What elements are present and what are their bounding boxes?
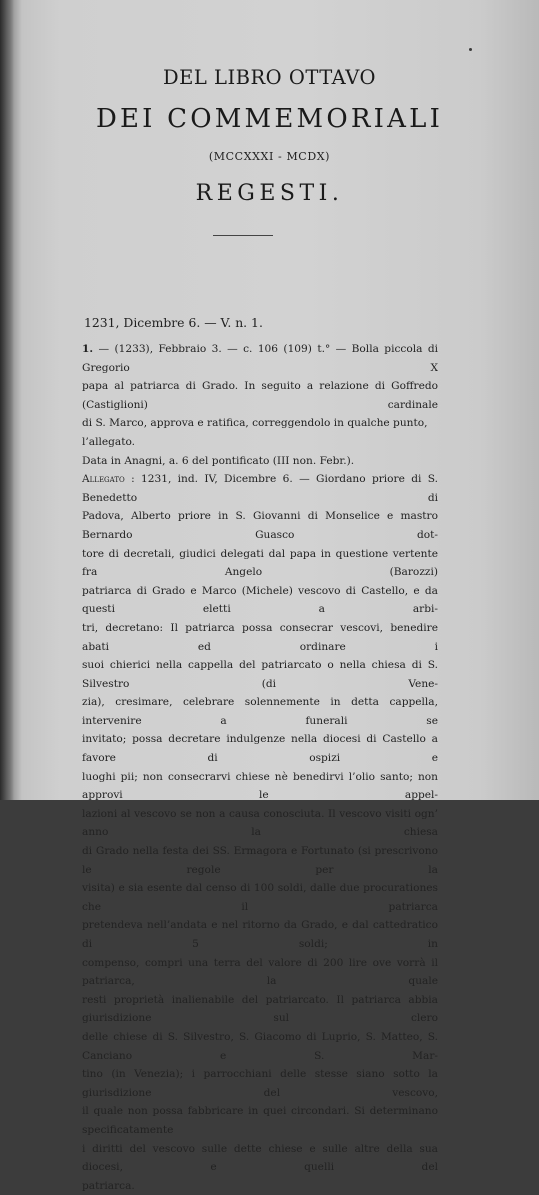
entry-line-1 — [82, 340, 438, 377]
entry-line: resti proprietà inalienabile del patriarcato. Il patriarca abbia giurisdizione sul clero — [82, 993, 438, 1025]
title-line-1: DEL LIBRO OTTAVO — [163, 66, 376, 89]
entry-line: patriarca. — [82, 1179, 135, 1192]
entry-line: luoghi pii; non consecrarvi chiese nè benedirvi l’olio santo; non approvi le appel- — [82, 770, 438, 802]
entry-number: 1. — [82, 343, 94, 355]
entry-line: Padova, Alberto priore in S. Giovanni di Monselice e mastro Bernardo Guasco dot- — [82, 510, 438, 541]
entry-line: compenso, compri una terra del valore di 200 lire ove vorrà il patriarca, la quale — [82, 956, 438, 988]
entry-line: papa al patriarca di Grado. In seguito a relazione di Goffredo (Castiglioni) cardinale — [82, 380, 438, 411]
entry-line: di Grado nella festa dei SS. Ermagora e Fortunato (si prescrivono le regole per la — [82, 845, 438, 876]
entry-line: suoi chierici nella cappella del patriarcato o nella chiesa di S. Silvestro (di Vene- — [82, 659, 438, 690]
title-rule — [213, 235, 273, 236]
ink-spot — [469, 48, 472, 51]
entry-text: 1231, ind. IV, Dicembre 6. — Giordano priore di S. Benedetto di — [82, 473, 438, 504]
entry-text: — (1233), Febbraio 3. — c. 106 (109) t.° — Bolla piccola di Gregorio X — [82, 343, 438, 374]
entry-line: il quale non possa fabbricare in quei circondari. Si determinano specificatamente — [82, 1105, 438, 1136]
entry-line: zia), cresimare, celebrare solennemente in detta cappella, intervenire a funerali se — [82, 696, 438, 727]
dateline: 1231, Dicembre 6. — V. n. 1. — [84, 315, 263, 330]
entry-line: lazioni al vescovo se non a causa conosciuta. Il vescovo visiti ogn’ anno la chiesa — [82, 807, 438, 839]
entry-line: visita) e sia esente dal censo di 100 soldi, dalle due procurationes che il patriarca — [82, 882, 438, 913]
allegato-line — [82, 470, 438, 507]
title-date-range: (MCCXXXI - MCDX) — [208, 150, 331, 163]
entry-line: patriarca di Grado e Marco (Michele) vescovo di Castello, e da questi eletti a arbi- — [82, 584, 438, 616]
title-line-2: DEI COMMEMORIALI — [95, 104, 444, 134]
allegato-label: Allegato : — [82, 473, 135, 486]
title-regesti: REGESTI. — [195, 181, 344, 206]
entry-line: pretendeva nell’andata e nel ritorno da Grado, e dal cattedratico di 5 soldi; in — [82, 919, 438, 950]
entry-line: di S. Marco, approva e ratifica, correggendolo in qualche punto, l’allegato. — [82, 417, 428, 448]
entry-line: delle chiese di S. Silvestro, S. Giacomo di Luprio, S. Matteo, S. Canciano e S. Mar- — [82, 1030, 438, 1062]
entry-line: tri, decretano: Il patriarca possa consecrar vescovi, benedire abati ed ordinare i — [82, 621, 438, 653]
entry-line: tino (in Venezia); i parrocchiani delle stesse siano sotto la giurisdizione del vescovo, — [82, 1068, 438, 1099]
entry-line: Data in Anagni, a. 6 del pontificato (III non. Febr.). — [82, 454, 355, 467]
entry-body — [82, 340, 438, 1195]
entry-line: i diritti del vescovo sulle dette chiese e sulle altre della sua diocesi, e quelli del — [82, 1142, 438, 1174]
entry-line: tore di decretali, giudici delegati dal papa in questione vertente fra Angelo (Barozzi) — [82, 547, 438, 579]
entry-line: invitato; possa decretare indulgenze nella diocesi di Castello a favore di ospizi e — [82, 733, 438, 765]
